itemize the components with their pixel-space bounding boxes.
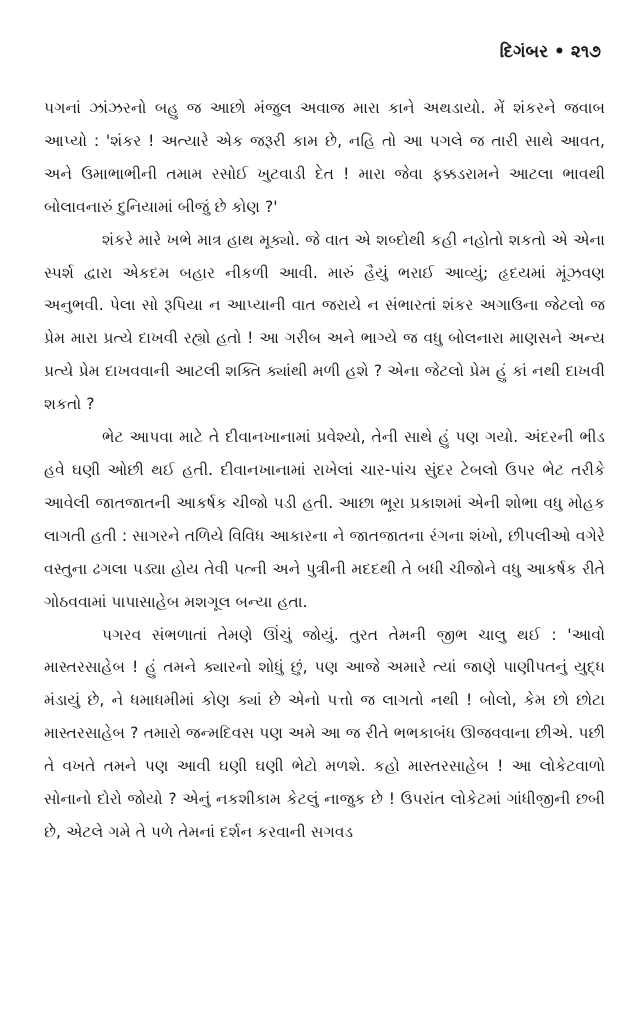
page-number: ૨૧૭ <box>570 42 601 62</box>
header-separator: • <box>554 42 565 62</box>
body-text <box>44 92 605 849</box>
running-header-title: દિગંબર <box>499 42 548 62</box>
paragraph-3: ભેટ આપવા માટે તે દીવાનખાનામાં પ્રવેશ્યો, તેની સાથે હું પણ ગયો. અંદરની ભીડ હવે ઘણી ઓછી થઈ હતી. દીવાનખાનામાં રાખેલાં ચાર-પાંચ સુંદર ટેબલો ઉપર ભેટ તરીકે આવેલી જાતજાતની આકર્ષક ચીજો પડી હતી. આછા ભૂરા પ્રકાશમાં એની શોભા વધુ મોહક લાગતી હતી : સાગરને તળિયે વિવિધ આકારના ને જાતજાતના રંગના શંખો, છીપલીઓ વગેરે વસ્તુના ઢગલા પડ્યા હોય તેવી પત્ની અને પુત્રીની મદદથી તે બધી ચીજોને વધુ આકર્ષક રીતે ગોઠવવામાં પાપાસાહેબ મશગૂલ બન્યા હતા. <box>44 428 605 611</box>
running-header <box>44 40 601 64</box>
paragraph-2: શંકરે મારે ખભે માત્ર હાથ મૂક્યો. જે વાત એ શબ્દોથી કહી નહોતો શકતો એ એના સ્પર્શ દ્વારા એકદમ બહાર નીકળી આવી. મારું હૈયું ભરાઈ આવ્યું; હૃદયમાં મૂંઝવણ અનુભવી. પેલા સો રૂપિયા ન આપ્યાની વાત જરાયે ન સંભારતાં શંકર અગાઉના જેટલો જ પ્રેમ મારા પ્રત્યે દાખવી રહ્યો હતો ! આ ગરીબ અને ભાગ્યે જ વધુ બોલનારા માણસને અન્ય પ્રત્યે પ્રેમ દાખવવાની આટલી શક્તિ ક્યાંથી મળી હશે ? એના જેટલો પ્રેમ હું કાં નથી દાખવી શકતો ? <box>44 230 605 414</box>
paragraph-1: પગનાં ઝાંઝરનો બહુ જ આછો મંજુલ અવાજ મારા કાને અથડાયો. મેં શંકરને જવાબ આપ્યો : 'શંકર ! અત્યારે એક જરૂરી કામ છે, નહિ તો આ પગલે જ તારી સાથે આવત, અને ઉમાભાભીની તમામ રસોઈ ખુટવાડી દેત ! મારા જેવા ફક્કડરામને આટલા ભાવથી બોલાવનારું દુનિયામાં બીજું છે કોણ ?' <box>44 99 605 216</box>
paragraph-4: પગરવ સંભળાતાં તેમણે ઊંચું જોયું. તુરત તેમની જીભ ચાલુ થઈ : 'આવો માસ્તરસાહેબ ! હું તમને ક્યારનો શોધું છું, પણ આજે અમારે ત્યાં જાણે પાણીપતનું યુદ્ધ મંડાયું છે, ને ધમાધમીમાં કોણ ક્યાં છે એનો પત્તો જ લાગતો નથી ! બોલો, કેમ છો છોટા માસ્તરસાહેબ ? તમારો જન્મદિવસ પણ અમે આ જ રીતે ભભકાબંધ ઊજવવાના છીએ. પછી તે વખતે તમને પણ આવી ઘણી ઘણી ભેટો મળશે. કહો માસ્તરસાહેબ ! આ લોકેટવાળો સોનાનો દોરો જોયો ? એનું નકશીકામ કેટલું નાજુક છે ! ઉપરાંત લોકેટમાં ગાંધીજીની છબી છે, એટલે ગમે તે પળે તેમનાં દર્શન કરવાની સગવડ <box>44 625 605 841</box>
